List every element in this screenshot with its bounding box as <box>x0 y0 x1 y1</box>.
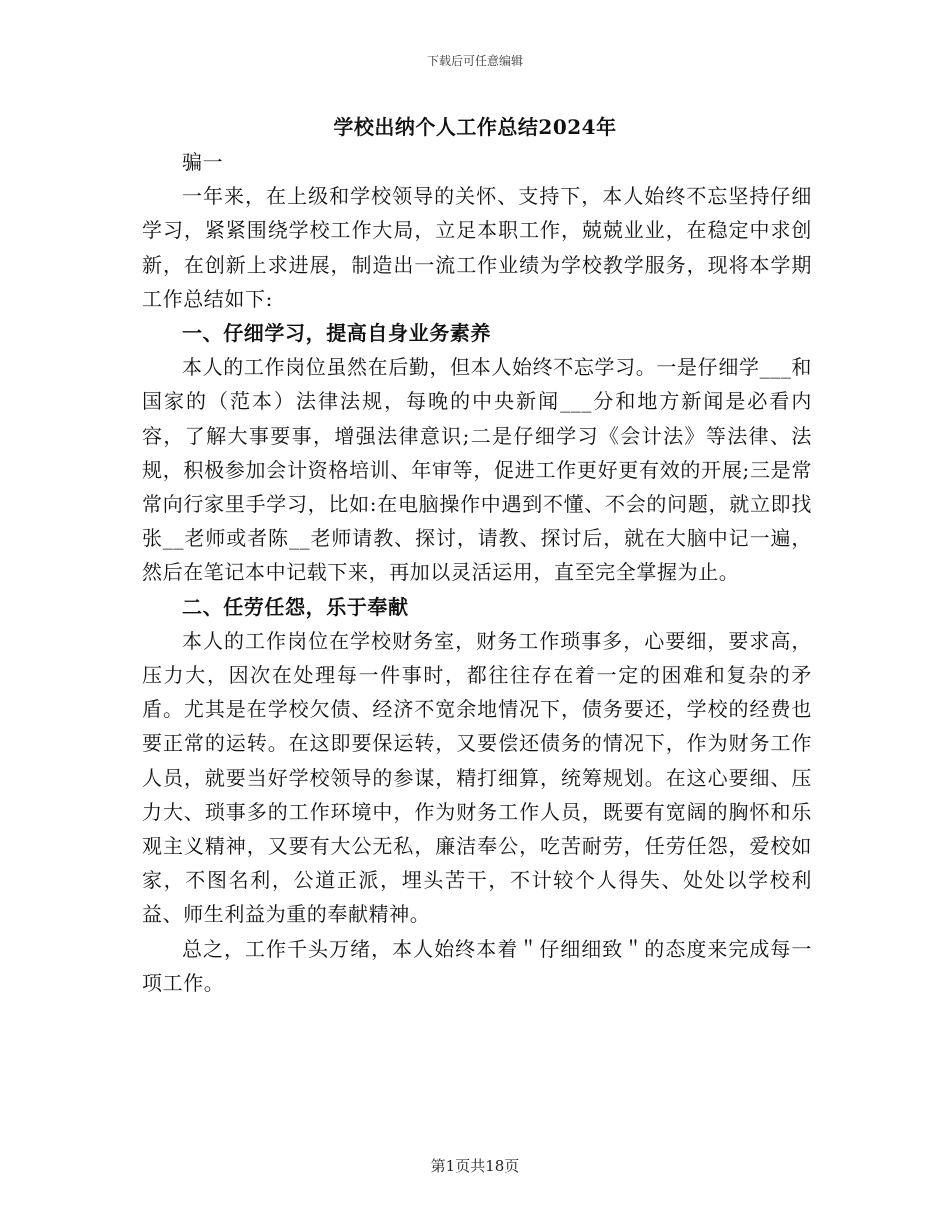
document-body <box>142 145 812 1000</box>
paragraph-section-2: 本人的工作岗位在学校财务室，财务工作琐事多，心要细，要求高，压力大，因次在处理每一件事时，都往往存在着一定的困难和复杂的矛盾。尤其是在学校欠债、经济不宽余地情况下，债务要还，学校的经费也要正常的运转。在这即要保运转，又要偿还债务的情况下，作为财务工作人员，就要当好学校领导的参谋，精打细算，统筹规划。在这心要细、压力大、琐事多的工作环境中，作为财务工作人员，既要有宽阔的胸怀和乐观主义精神，又要有大公无私，廉洁奉公，吃苦耐劳，任劳任怨，爱校如家，不图名利，公道正派，埋头苦干，不计较个人得失、处处以学校利益、师生利益为重的奉献精神。 <box>142 628 812 927</box>
paragraph-label: 骗一 <box>182 150 224 174</box>
header-note: 下载后可任意编辑 <box>426 54 523 68</box>
paragraph-conclusion: 总之，工作千头万绪，本人始终本着＂仔细细致＂的态度来完成每一项工作。 <box>142 936 812 995</box>
section-heading-1: 一、仔细学习，提高自身业务素养 <box>182 321 491 346</box>
document-title: 学校出纳个人工作总结2024年 <box>333 115 617 139</box>
page-number: 第1页共18页 <box>430 1157 520 1175</box>
paragraph-intro: 一年来，在上级和学校领导的关怀、支持下，本人始终不忘坚持仔细学习，紧紧围绕学校工作大局，立足本职工作，兢兢业业，在稳定中求创新，在创新上求进展，制造出一流工作业绩为学校教学服务，现将本学期工作总结如下: <box>142 184 812 311</box>
section-heading-2: 二、任劳任怨，乐于奉献 <box>182 594 409 619</box>
paragraph-section-1: 本人的工作岗位虽然在后勤，但本人始终不忘学习。一是仔细学___和国家的（范本）法律法规，每晚的中央新闻___分和地方新闻是必看内容，了解大事要事，增强法律意识;二是仔细学习《会计法》等法律、法规，积极参加会计资格培训、年审等，促进工作更好更有效的开展;三是常常向行家里手学习，比如:在电脑操作中遇到不懂、不会的问题，就立即找张__老师或者陈__老师请教、探讨，请教、探讨后，就在大脑中记一遍，然后在笔记本中记载下来，再加以灵活运用，直至完全掌握为止。 <box>142 355 812 585</box>
